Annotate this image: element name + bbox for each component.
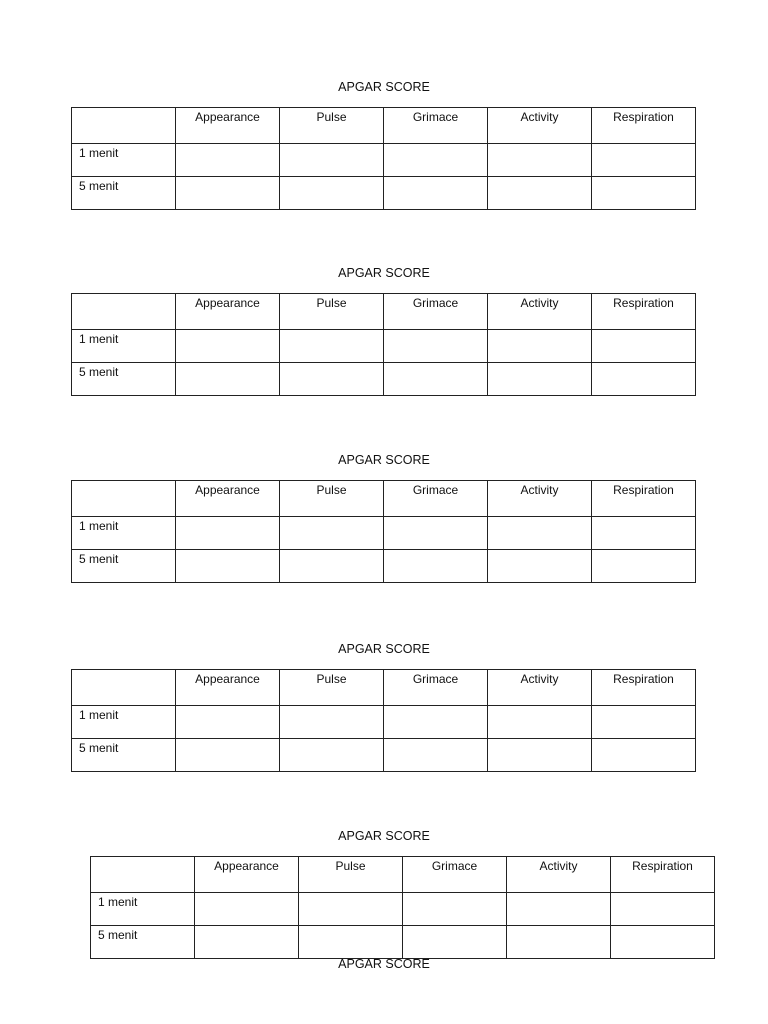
- score-cell[interactable]: [280, 177, 384, 210]
- score-cell[interactable]: [592, 517, 696, 550]
- table-header-row: [72, 481, 696, 517]
- score-cell[interactable]: [176, 517, 280, 550]
- table-header-row: [72, 108, 696, 144]
- header-cell: Pulse: [280, 294, 384, 330]
- table-row: [91, 893, 715, 926]
- score-cell[interactable]: [384, 363, 488, 396]
- header-cell: Grimace: [403, 857, 507, 893]
- score-cell[interactable]: [176, 144, 280, 177]
- row-label: 5 menit: [72, 739, 176, 772]
- table-header-row: [72, 294, 696, 330]
- header-cell: Appearance: [176, 294, 280, 330]
- apgar-table: [90, 856, 715, 959]
- score-cell[interactable]: [592, 177, 696, 210]
- header-cell: [72, 108, 176, 144]
- score-cell[interactable]: [403, 893, 507, 926]
- score-cell[interactable]: [384, 550, 488, 583]
- table-row: [72, 363, 696, 396]
- row-label: 1 menit: [72, 706, 176, 739]
- row-label: 5 menit: [72, 177, 176, 210]
- table-row: [72, 330, 696, 363]
- apgar-table: [71, 293, 696, 396]
- score-cell[interactable]: [592, 550, 696, 583]
- score-cell[interactable]: [384, 706, 488, 739]
- score-cell[interactable]: [592, 144, 696, 177]
- score-cell[interactable]: [176, 550, 280, 583]
- score-cell[interactable]: [592, 739, 696, 772]
- header-cell: Appearance: [195, 857, 299, 893]
- table-row: [72, 739, 696, 772]
- header-cell: Respiration: [592, 481, 696, 517]
- header-cell: Activity: [488, 294, 592, 330]
- header-cell: Appearance: [176, 670, 280, 706]
- apgar-table: [71, 669, 696, 772]
- row-label: 5 menit: [72, 363, 176, 396]
- block-title: APGAR SCORE: [338, 266, 430, 280]
- header-cell: Activity: [488, 670, 592, 706]
- header-cell: Appearance: [176, 481, 280, 517]
- row-label: 5 menit: [72, 550, 176, 583]
- block-title: APGAR SCORE: [338, 453, 430, 467]
- score-cell[interactable]: [280, 550, 384, 583]
- table-header-row: [91, 857, 715, 893]
- score-cell[interactable]: [299, 893, 403, 926]
- score-cell[interactable]: [488, 177, 592, 210]
- score-cell[interactable]: [176, 739, 280, 772]
- score-cell[interactable]: [195, 893, 299, 926]
- header-cell: Respiration: [611, 857, 715, 893]
- header-cell: Pulse: [280, 108, 384, 144]
- table-row: [72, 177, 696, 210]
- apgar-table: [71, 107, 696, 210]
- score-cell[interactable]: [384, 330, 488, 363]
- header-cell: [91, 857, 195, 893]
- header-cell: Respiration: [592, 670, 696, 706]
- header-cell: [72, 481, 176, 517]
- score-cell[interactable]: [507, 926, 611, 959]
- header-cell: Activity: [488, 108, 592, 144]
- footer-title: APGAR SCORE: [338, 957, 430, 971]
- score-cell[interactable]: [384, 517, 488, 550]
- header-cell: Grimace: [384, 294, 488, 330]
- header-cell: Grimace: [384, 108, 488, 144]
- table-header-row: [72, 670, 696, 706]
- score-cell[interactable]: [280, 517, 384, 550]
- score-cell[interactable]: [280, 363, 384, 396]
- score-cell[interactable]: [611, 926, 715, 959]
- score-cell[interactable]: [280, 706, 384, 739]
- score-cell[interactable]: [195, 926, 299, 959]
- score-cell[interactable]: [592, 363, 696, 396]
- score-cell[interactable]: [488, 550, 592, 583]
- block-title: APGAR SCORE: [338, 829, 430, 843]
- header-cell: Appearance: [176, 108, 280, 144]
- score-cell[interactable]: [592, 330, 696, 363]
- row-label: 1 menit: [72, 144, 176, 177]
- score-cell[interactable]: [403, 926, 507, 959]
- score-cell[interactable]: [384, 177, 488, 210]
- score-cell[interactable]: [176, 706, 280, 739]
- apgar-table: [71, 480, 696, 583]
- header-cell: Grimace: [384, 670, 488, 706]
- row-label: 5 menit: [91, 926, 195, 959]
- header-cell: Respiration: [592, 108, 696, 144]
- score-cell[interactable]: [280, 739, 384, 772]
- score-cell[interactable]: [299, 926, 403, 959]
- score-cell[interactable]: [176, 363, 280, 396]
- header-cell: [72, 670, 176, 706]
- header-cell: [72, 294, 176, 330]
- table-row: [72, 144, 696, 177]
- row-label: 1 menit: [91, 893, 195, 926]
- row-label: 1 menit: [72, 330, 176, 363]
- score-cell[interactable]: [488, 517, 592, 550]
- score-cell[interactable]: [384, 739, 488, 772]
- score-cell[interactable]: [488, 144, 592, 177]
- score-cell[interactable]: [488, 706, 592, 739]
- score-cell[interactable]: [488, 363, 592, 396]
- score-cell[interactable]: [488, 739, 592, 772]
- score-cell[interactable]: [384, 144, 488, 177]
- header-cell: Activity: [507, 857, 611, 893]
- score-cell[interactable]: [611, 893, 715, 926]
- table-row: [72, 706, 696, 739]
- block-title: APGAR SCORE: [338, 642, 430, 656]
- score-cell[interactable]: [592, 706, 696, 739]
- score-cell[interactable]: [176, 177, 280, 210]
- header-cell: Pulse: [299, 857, 403, 893]
- score-cell[interactable]: [176, 330, 280, 363]
- score-cell[interactable]: [280, 330, 384, 363]
- row-label: 1 menit: [72, 517, 176, 550]
- score-cell[interactable]: [507, 893, 611, 926]
- header-cell: Grimace: [384, 481, 488, 517]
- header-cell: Activity: [488, 481, 592, 517]
- score-cell[interactable]: [488, 330, 592, 363]
- header-cell: Pulse: [280, 670, 384, 706]
- table-row: [72, 517, 696, 550]
- header-cell: Respiration: [592, 294, 696, 330]
- table-row: [72, 550, 696, 583]
- table-row: [91, 926, 715, 959]
- header-cell: Pulse: [280, 481, 384, 517]
- score-cell[interactable]: [280, 144, 384, 177]
- block-title: APGAR SCORE: [338, 80, 430, 94]
